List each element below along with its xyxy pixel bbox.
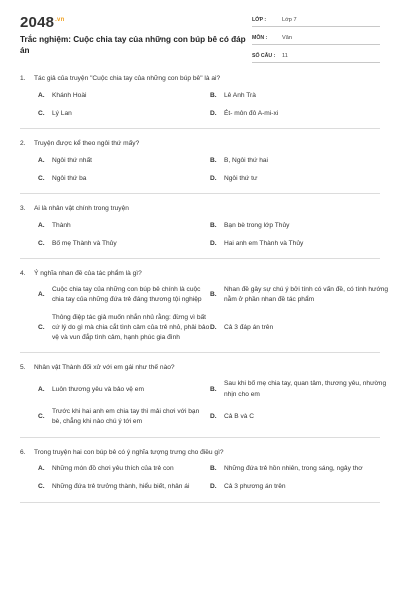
question-number: 3. — [20, 205, 26, 212]
option-key: B. — [210, 91, 217, 99]
answer-option[interactable] — [210, 482, 398, 493]
option-text: Sau khi bố mẹ chia tay, quan tâm, thương yêu, nhường nhịn cho em — [224, 380, 387, 398]
answer-option[interactable] — [38, 464, 210, 475]
option-key: B. — [210, 156, 217, 164]
option-text: Ngôi thứ ba — [52, 174, 87, 182]
answer-option[interactable] — [38, 285, 210, 306]
option-text: Bạn bè trong lớp Thủy — [224, 221, 290, 229]
meta-row-class — [252, 14, 380, 27]
question-item — [20, 139, 380, 194]
question-divider — [20, 437, 380, 438]
answer-options — [38, 379, 387, 434]
answer-options — [38, 285, 389, 350]
question-text: Ai là nhân vật chính trong truyện — [34, 205, 129, 212]
answer-option[interactable] — [210, 155, 398, 166]
option-text: Thông điệp tác giả muốn nhắn nhủ rằng: đừng vì bất cứ lý do gì mà chia cắt tình cảm của trẻ nhỏ, phải bảo vệ và vun đắp tình cảm, hạnh phúc gia đình — [52, 313, 210, 342]
site-logo[interactable] — [20, 14, 64, 31]
option-key: C. — [38, 413, 45, 421]
question-text: Trong truyện hai con búp bê có ý nghĩa tượng trưng cho điều gì? — [34, 448, 224, 456]
question-text: Ý nghĩa nhan đề của tác phẩm là gì? — [34, 270, 142, 277]
question-text: Truyện được kể theo ngôi thứ mấy? — [34, 140, 140, 147]
logo-suffix: .vn — [55, 17, 65, 23]
worksheet-header — [20, 12, 380, 64]
option-text: Những đứa trẻ hồn nhiên, trong sáng, ngây thơ — [224, 465, 363, 473]
answer-options — [38, 155, 380, 191]
question-divider — [20, 352, 380, 353]
answer-option[interactable] — [38, 407, 210, 428]
answer-option[interactable] — [38, 238, 210, 249]
option-text: Ét- môn đô A-mi-xi — [224, 109, 279, 117]
answer-options — [38, 220, 380, 256]
question-item — [20, 74, 380, 129]
option-text: Cuộc chia tay của những con búp bê chính là cuộc chia tay của những đứa trẻ đáng thương tội nghiệp — [52, 286, 202, 304]
question-line — [20, 363, 380, 373]
option-key: D. — [210, 239, 217, 247]
meta-label: LỚP : — [252, 17, 267, 23]
option-text: Lý Lan — [52, 109, 72, 117]
option-text: Cả B và C — [224, 413, 255, 421]
answer-option[interactable] — [38, 482, 210, 493]
option-key: C. — [38, 109, 45, 117]
answer-option[interactable] — [210, 238, 398, 249]
answer-options — [38, 464, 380, 500]
option-text: Nhan đề gây sự chú ý bởi tính có vấn đề, có tính hướng nằm ở phần nhan đề tác phẩm — [224, 286, 389, 304]
answer-option[interactable] — [210, 407, 398, 428]
answer-option[interactable] — [210, 108, 398, 119]
answer-option[interactable] — [38, 220, 210, 231]
option-key: B. — [210, 221, 217, 229]
option-key: A. — [38, 465, 45, 473]
option-key: D. — [210, 483, 217, 491]
option-text: Trước khi hai anh em chia tay thì mải chơi với bạn bè, chẳng khi nào chú ý tới em — [52, 408, 200, 426]
option-text: Cả 3 đáp án trên — [224, 324, 274, 332]
option-key: C. — [38, 174, 45, 182]
question-line — [20, 74, 380, 84]
question-text: Tác giả của truyện "Cuộc chia tay của những con búp bê" là ai? — [34, 75, 221, 82]
meta-row-subject — [252, 32, 380, 45]
question-number: 5. — [20, 364, 26, 372]
question-item — [20, 448, 380, 503]
option-text: Thành — [52, 221, 71, 229]
meta-label: SỐ CÂU : — [252, 53, 276, 59]
answer-option[interactable] — [210, 173, 398, 184]
option-text: Hai anh em Thành và Thủy — [224, 239, 304, 247]
question-item — [20, 363, 387, 437]
answer-option[interactable] — [210, 220, 398, 231]
option-text: B, Ngôi thứ hai — [224, 156, 268, 164]
answer-option[interactable] — [38, 379, 210, 400]
option-key: A. — [38, 291, 45, 299]
option-text: Bố mẹ Thành và Thủy — [52, 239, 117, 247]
option-key: D. — [210, 324, 217, 332]
question-list — [20, 74, 389, 513]
answer-option[interactable] — [210, 313, 398, 344]
answer-option[interactable] — [38, 108, 210, 119]
answer-option[interactable] — [38, 90, 210, 101]
option-key: C. — [38, 324, 45, 332]
option-text: Những món đồ chơi yêu thích của trẻ con — [52, 465, 174, 473]
answer-option[interactable] — [210, 464, 398, 475]
question-divider — [20, 258, 380, 259]
option-text: Những đứa trẻ trưởng thành, hiểu biết, nhân ái — [52, 483, 190, 491]
question-number: 2. — [20, 140, 26, 147]
option-text: Ngôi thứ tư — [224, 174, 258, 182]
answer-options — [38, 90, 380, 126]
answer-option[interactable] — [210, 379, 398, 400]
question-line — [20, 139, 380, 149]
question-divider — [20, 193, 380, 194]
question-text: Nhân vật Thành đối xử với em gái như thế nào? — [34, 364, 175, 372]
option-text: Lê Anh Trà — [224, 91, 256, 99]
option-key: A. — [38, 385, 45, 393]
answer-option[interactable] — [38, 173, 210, 184]
option-text: Khánh Hoài — [52, 91, 87, 99]
question-number: 4. — [20, 270, 26, 277]
meta-panel — [252, 14, 380, 68]
meta-label: MÔN : — [252, 35, 268, 41]
option-key: B. — [210, 291, 217, 299]
question-line — [20, 448, 380, 458]
question-line — [20, 269, 380, 279]
answer-option[interactable] — [210, 90, 398, 101]
option-key: B. — [210, 465, 217, 473]
meta-value: 11 — [282, 53, 288, 59]
answer-option[interactable] — [210, 285, 398, 306]
option-key: A. — [38, 156, 45, 164]
meta-value: Lớp 7 — [282, 17, 297, 23]
question-item — [20, 204, 380, 259]
option-key: D. — [210, 413, 217, 421]
option-key: A. — [38, 221, 45, 229]
meta-row-count — [252, 50, 380, 63]
answer-option[interactable] — [38, 313, 210, 344]
option-key: B. — [210, 385, 217, 393]
question-number: 6. — [20, 448, 26, 456]
option-key: A. — [38, 91, 45, 99]
question-divider — [20, 128, 380, 129]
question-item — [20, 269, 389, 353]
meta-value: Văn — [282, 35, 292, 41]
option-key: C. — [38, 483, 45, 491]
option-key: D. — [210, 174, 217, 182]
question-line — [20, 204, 380, 214]
option-text: Luôn thương yêu và bảo vệ em — [52, 385, 144, 393]
question-divider — [20, 502, 380, 503]
answer-option[interactable] — [38, 155, 210, 166]
option-key: C. — [38, 239, 45, 247]
option-text: Ngôi thứ nhất — [52, 156, 92, 164]
option-key: D. — [210, 109, 217, 117]
option-text: Cả 3 phương án trên — [224, 483, 286, 491]
document-title: Trắc nghiệm: Cuộc chia tay của những con búp bê có đáp án — [20, 35, 246, 55]
logo-main: 2048 — [20, 14, 55, 31]
question-number: 1. — [20, 75, 26, 82]
